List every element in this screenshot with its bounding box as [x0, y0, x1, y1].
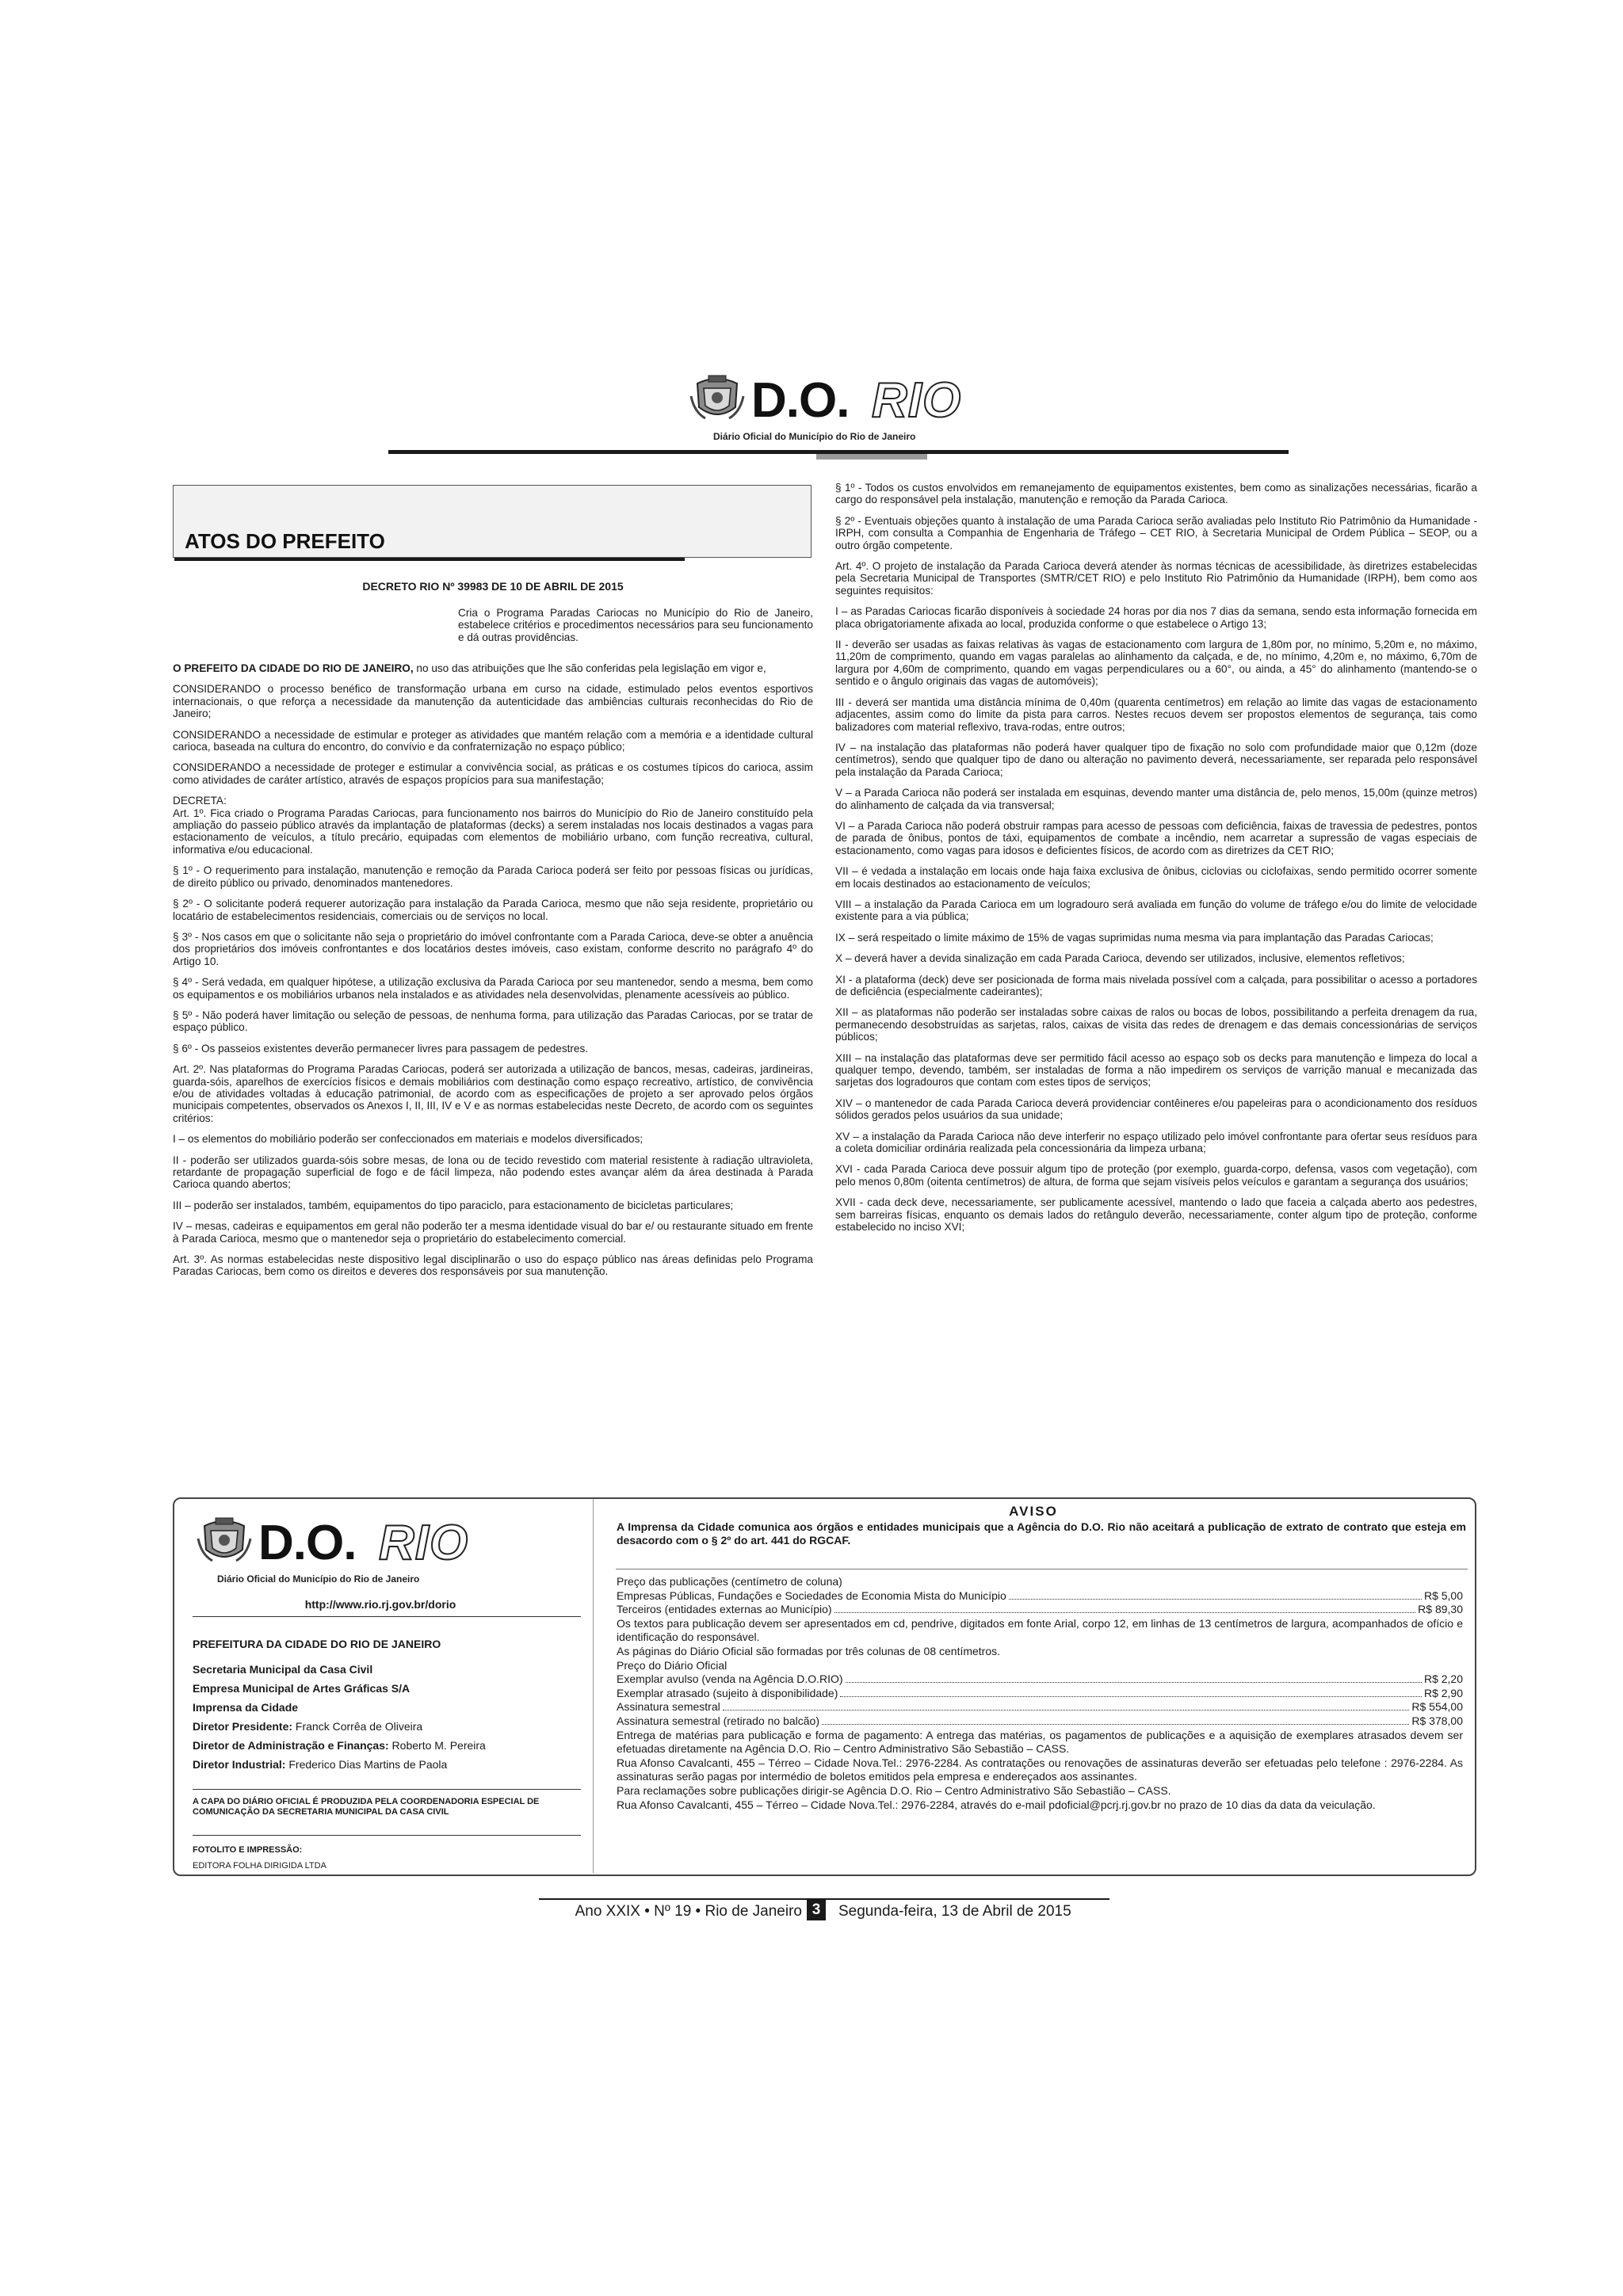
left-column — [173, 662, 813, 1287]
section-title: ATOS DO PREFEITO — [185, 529, 385, 553]
diretor-presidente — [193, 1717, 581, 1736]
page-number: 3 — [807, 1900, 826, 1920]
diretor-administracao-name: Roberto M. Pereira — [388, 1739, 486, 1752]
textos-note: Os textos para publicação devem ser apresentados em cd, pendrive, digitados em fonte Arial, corpo 12, em linhas de 13 centímetros de largura, acompanhados de ofício e identificação do responsável. — [617, 1616, 1463, 1644]
coat-of-arms-icon — [197, 1515, 252, 1567]
left-paragraph: III – poderão ser instalados, também, equipamentos do tipo paraciclo, para estacionamento de bicicletas particulares; — [173, 1199, 734, 1211]
prefeitura-name: PREFEITURA DA CIDADE DO RIO DE JANEIRO — [193, 1638, 441, 1650]
fotolito-name: EDITORA FOLHA DIRIGIDA LTDA — [193, 1861, 327, 1871]
leader-dots — [840, 1696, 1422, 1697]
left-paragraph: IV – mesas, cadeiras e equipamentos em geral não poderão ter a mesma identidade visual do bar e/ ou restaurante situado em frente à Parada Carioca, mesmo que o mantenedor seja o proprietário do estabelecimento comercial. — [173, 1220, 813, 1245]
footer-edition: Ano XXIX • Nº 19 • Rio de Janeiro — [575, 1903, 802, 1920]
price-value: R$ 2,90 — [1423, 1686, 1463, 1699]
price-value: R$ 378,00 — [1411, 1714, 1463, 1727]
right-paragraph: VI – a Parada Carioca não poderá obstruir rampas para acesso de pessoas com deficiência, faixas de travessia de pedestres, pontos de parada de ônibus, pontos de táxi, equipamentos de combate a incêndio, nem acarretar a supressão de vagas especiais de estacionamento, como vagas para idosos e deficientes físicos, de acordo com as diretrizes da CET RIO; — [835, 819, 1477, 856]
price-label: Exemplar atrasado (sujeito à disponibilidade) — [617, 1686, 838, 1699]
leader-dots — [846, 1682, 1422, 1683]
right-paragraph: § 1º - Todos os custos envolvidos em remanejamento de equipamentos existentes, bem como as sinalizações necessárias, ficarão a cargo do responsável pela instalação, manutenção e remoção da Parada Carioca. — [835, 482, 1477, 506]
paginas-note: As páginas do Diário Oficial são formadas por três colunas de 08 centímetros. — [617, 1644, 1001, 1657]
diretor-industrial — [193, 1755, 581, 1774]
address-note: Rua Afonso Cavalcanti, 455 – Térreo – Cidade Nova.Tel.: 2976-2284. As contratações ou renovações de assinaturas deverão ser efetuadas pelo telefone : 2976-2284. As assinaturas serão pagas por intermédio de boletos emitidos pela empresa e endereçados aos assinantes. — [617, 1756, 1463, 1783]
diretor-presidente-name: Franck Corrêa de Oliveira — [292, 1720, 423, 1733]
info-rule — [193, 1616, 581, 1617]
page-footer — [539, 1900, 1109, 1924]
left-paragraph: Art. 2º. Nas plataformas do Programa Paradas Cariocas, poderá ser autorizada a utilização de bancos, mesas, cadeiras, jardineiras, guarda-sóis, aparelhos de exercícios físicos e demais mobiliários com destinação como espaço recreativo, artístico, de convivência e/ou de atividades voltadas à educação patrimonial, de acordo com as especificações de projeto a ser aprovado pelos órgãos municipais competentes, observados os Anexos I, II, III, IV e V e as normas estabelecidas neste Decreto, de acordo com os seguintes critérios: — [173, 1063, 813, 1124]
left-paragraph: § 2º - O solicitante poderá requerer autorização para instalação da Parada Carioca, mesmo que não seja residente, proprietário ou locatário de estabelecimentos residenciais, comerciais ou de serviços no local. — [173, 898, 813, 922]
coat-of-arms-icon — [689, 372, 745, 425]
decree-ementa: Cria o Programa Paradas Cariocas no Município do Rio de Janeiro, estabelece critérios e procedimentos necessários para seu funcionamento e dá outras providências. — [458, 607, 813, 643]
empresa-name: Empresa Municipal de Artes Gráficas S/A — [193, 1682, 411, 1695]
left-paragraph: CONSIDERANDO a necessidade de proteger e estimular a convivência social, as práticas e os costumes típicos do carioca, assim como atividades de caráter artístico, através de espaços propícios para sua manifestação; — [173, 761, 813, 786]
right-paragraph: XII – as plataformas não poderão ser instaladas sobre caixas de ralos ou bocas de lobos, possibilitando a perfeita drenagem da rua, permanecendo desobstruídas as sarjetas, ralos, caixas de visita das redes de drenagem e das demais concessionárias de serviços públicos; — [835, 1006, 1477, 1043]
price-value: R$ 2,20 — [1423, 1672, 1463, 1686]
right-paragraph: V – a Parada Carioca não poderá ser instalada em esquinas, devendo manter uma distância de, pelo menos, 15,00m (quinze metros) do alinhamento de calçada da via transversal; — [835, 787, 1477, 811]
section-underline — [174, 558, 685, 561]
box-brand-do: D.O. — [258, 1516, 357, 1570]
right-paragraph: III - deverá ser mantida uma distância mínima de 0,40m (quarenta centímetros) em relação ao limite das vagas de estacionamento adjacentes, assim como do limite da pista para carros. Nestes recuos devem ser propostos elementos de segurança, tais como balizadores com material reflexivo, trava-rodas, entre outros; — [835, 696, 1477, 733]
leader-dots — [822, 1724, 1409, 1725]
preco-do-title: Preço do Diário Oficial — [617, 1658, 727, 1672]
left-paragraph: CONSIDERANDO a necessidade de estimular e proteger as atividades que mantém relação com a memória e a identidade cultural carioca, baseada na cultura do encontro, do convívio e da confraternização no espaço público; — [173, 728, 813, 753]
right-paragraph: Art. 4º. O projeto de instalação da Parada Carioca deverá atender às normas técnicas de acessibilidade, às diretrizes estabelecidas pela Secretaria Municipal de Transportes (SMTR/CET RIO) e pelo Instituto Rio Patrimônio da Humanidade (IRPH), bem como aos seguintes requisitos: — [835, 560, 1477, 597]
box-masthead-subtitle: Diário Oficial do Município do Rio de Janeiro — [217, 1573, 420, 1585]
right-paragraph: VII – é vedada a instalação em locais onde haja faixa exclusiva de ônibus, ciclovias ou ciclofaixas, sendo permitido ocorrer somente em locais destinados ao estacionamento de veículos; — [835, 865, 1477, 890]
right-paragraph: XI - a plataforma (deck) deve ser posicionada de forma mais nivelada possível com a calçada, para possibilitar o acesso a portadores de deficiência (especialmente cadeirantes); — [835, 973, 1477, 997]
price-line — [617, 1603, 1463, 1617]
secretaria-name: Secretaria Municipal da Casa Civil — [193, 1663, 373, 1676]
price-value: R$ 89,30 — [1418, 1603, 1463, 1616]
right-paragraph: XIII – na instalação das plataformas deve ser permitido fácil acesso ao espaço sob os decks para manutenção e limpeza do local a qualquer tempo, devendo, também, ser instaladas de forma a não impedirem os serviços de varrição manual e mecanizada das sarjetas dos logradouros que contam com estes tipos de serviços; — [835, 1051, 1477, 1089]
footer-date: Segunda-feira, 13 de Abril de 2015 — [838, 1903, 1071, 1920]
left-paragraph: § 3º - Nos casos em que o solicitante não seja o proprietário do imóvel confrontante com a Parada Carioca, deve-se obter a anuência dos proprietários dos imóveis confrontantes e dos locatários destes imóveis, caso existam, conforme descrito no parágrafo 4º do Artigo 10. — [173, 930, 813, 967]
price-line — [617, 1714, 1463, 1729]
info-box-divider — [593, 1499, 594, 1873]
intro-bold: O PREFEITO DA CIDADE DO RIO DE JANEIRO, — [173, 662, 414, 674]
diretor-industrial-label: Diretor Industrial: — [193, 1758, 286, 1771]
masthead — [689, 364, 975, 452]
left-paragraph: § 6º - Os passeios existentes deverão permanecer livres para passagem de pedestres. — [173, 1042, 589, 1055]
left-paragraph: CONSIDERANDO o processo benéfico de transformação urbana em curso na cidade, estimulado pelos eventos esportivos internacionais, o que reforça a necessidade da manutenção da autenticidade das ambiências culturais reconhecidas do Rio de Janeiro; — [173, 683, 813, 720]
price-label: Empresas Públicas, Fundações e Sociedades de Economia Mista do Município — [617, 1589, 1006, 1602]
leader-dots — [834, 1612, 1416, 1613]
price-value: R$ 5,00 — [1423, 1589, 1463, 1602]
aviso-title: AVISO — [1009, 1504, 1058, 1519]
left-paragraph: § 1º - O requerimento para instalação, manutenção e remoção da Parada Carioca poderá ser feito por pessoas físicas ou jurídicas, de direito público ou privado, denominados mantenedores. — [173, 864, 813, 889]
diretor-presidente-label: Diretor Presidente: — [193, 1720, 293, 1733]
price-label: Assinatura semestral (retirado no balcão) — [617, 1714, 820, 1727]
price-line — [617, 1589, 1463, 1604]
left-paragraph: DECRETA: Art. 1º. Fica criado o Programa Paradas Cariocas, para funcionamento nos bairros do Município do Rio de Janeiro constituído pela ampliação do passeio público através da implantação de plataformas (decks) a serem instaladas nos locais destinados a vagas para estacionamento de veículos, a título precário, equipadas com elementos de mobiliário urbano, com função recreativa, cultural, informativa e/ou educacional. — [173, 795, 813, 856]
left-paragraph: Art. 3º. As normas estabelecidas neste dispositivo legal disciplinarão o uso do espaço público nas áreas definidas pelo Programa Paradas Cariocas, bem como os direitos e deveres dos responsáveis por sua manutenção. — [173, 1253, 813, 1278]
decree-title: DECRETO RIO Nº 39983 DE 10 DE ABRIL DE 2015 — [362, 580, 624, 593]
price-line — [617, 1672, 1463, 1687]
box-masthead — [197, 1508, 482, 1596]
aviso-prices — [617, 1575, 1463, 1812]
preco-publicacoes-title: Preço das publicações (centímetro de coluna) — [617, 1575, 842, 1588]
publisher-info — [193, 1634, 581, 1774]
left-paragraph: I – os elementos do mobiliário poderão ser confeccionados em materiais e modelos diversificados; — [173, 1133, 643, 1146]
diretor-industrial-name: Frederico Dias Martins de Paola — [285, 1758, 448, 1771]
right-paragraph: § 2º - Eventuais objeções quanto à instalação de uma Parada Carioca serão avaliadas pelo Instituto Rio Patrimônio da Humanidade - IRPH, com consulta a Companhia de Engenharia de Tráfego – CET RIO, à Secretaria Municipal de Ordem Pública – SEOP, ou a outro órgão competente. — [835, 514, 1477, 551]
brand-do: D.O. — [751, 373, 850, 428]
capa-note: A CAPA DO DIÁRIO OFICIAL É PRODUZIDA PELA COORDENADORIA ESPECIAL DE COMUNICAÇÃO DA SECRETARIA MUNICIPAL DA CASA CIVIL — [193, 1797, 540, 1817]
right-paragraph: I – as Paradas Cariocas ficarão disponíveis à sociedade 24 horas por dia nos 7 dias da semana, sendo esta informação fornecida em placa obrigatoriamente afixada ao local, produzida conforme o que estabelece o Artigo 13; — [835, 605, 1477, 630]
address-email-note: Rua Afonso Cavalcanti, 455 – Térreo – Cidade Nova.Tel.: 2976-2284, através do e-mail pdoficial@pcrj.rj.gov.br no prazo de 10 dias da data da veiculação. — [617, 1798, 1376, 1811]
left-paragraph: § 4º - Será vedada, em qualquer hipótese, a utilização exclusiva da Parada Carioca por seu mantenedor, sendo a mesma, bem como os equipamentos e os mobiliários urbanos nela instalados e as atividades nela desenvolvidas, plenamente acessíveis ao público. — [173, 976, 813, 1001]
info-rule — [193, 1789, 581, 1790]
diretor-administracao-label: Diretor de Administração e Finanças: — [193, 1739, 389, 1752]
info-rule — [193, 1835, 581, 1836]
price-value: R$ 554,00 — [1411, 1700, 1463, 1714]
left-paragraph: II - poderão ser utilizados guarda-sóis sobre mesas, de lona ou de tecido revestido com material resistente à radiação ultravioleta, retardante de propagação superficial de fogo e de fácil limpeza, não podendo estes avançar além da área destinada à Parada Carioca quando abertos; — [173, 1154, 813, 1191]
box-brand-rio: RIO — [379, 1516, 469, 1570]
brand-rio: RIO — [872, 373, 962, 428]
price-label: Assinatura semestral — [617, 1700, 720, 1714]
right-paragraph: XIV – o mantenedor de cada Parada Carioca deverá providenciar contêineres e/ou papeleiras para o acondicionamento dos resíduos sólidos gerados pelos usuários da sua unidade; — [835, 1097, 1477, 1122]
right-paragraph: II - deverão ser usadas as faixas relativas às vagas de estacionamento com largura de 1,80m por, no mínimo, 5,20m e, no máximo, 11,20m de comprimento, quando em vagas paralelas ao alinhamento da calçada, e de, no mínimo, 4,20m e, no máximo, 6,70m de largura por 4,60m de comprimento, quando em vagas perpendiculares ou a 60°, ou ainda, a 45° do alinhamento (mantendo-se o sentido e o ângulo originais das vagas de automóveis); — [835, 639, 1477, 688]
entrega-note: Entrega de matérias para publicação e forma de pagamento: A entrega das matérias, os pagamentos de publicações e a aquisição de exemplares atrasados devem ser efetuadas diretamente na Agência D.O. Rio – Centro Administrativo São Sebastião – CASS. — [617, 1728, 1463, 1756]
price-label: Terceiros (entidades externas ao Município) — [617, 1603, 832, 1616]
website-link[interactable]: http://www.rio.rj.gov.br/dorio — [304, 1598, 456, 1611]
right-column — [835, 482, 1477, 1242]
left-paragraph: § 5º - Não poderá haver limitação ou seleção de pessoas, de nenhuma forma, para utilização das Paradas Cariocas, por se tratar de espaço público. — [173, 1009, 813, 1034]
price-line — [617, 1687, 1463, 1701]
decree-intro — [173, 662, 813, 674]
price-line — [617, 1700, 1463, 1714]
right-paragraph: XVII - cada deck deve, necessariamente, ser publicamente acessível, mantendo o lado que faceia a calçada aberto aos pedestres, sem barreiras físicas, enquanto os demais lados do retângulo deverão, necessariamente, conter algum tipo de proteção, conforme estabelecido no inciso XVI; — [835, 1196, 1477, 1234]
imprensa-name: Imprensa da Cidade — [193, 1701, 299, 1714]
right-paragraph: VIII – a instalação da Parada Carioca em um logradouro será avaliada em função do volume de tráfego e/ou do limite de velocidade existente para a via pública; — [835, 898, 1477, 923]
right-paragraph: XV – a instalação da Parada Carioca não deve interferir no espaço utilizado pelo imóvel confrontante para ofertar seus resíduos para a coleta domiciliar ordinária realizada pela concessionária da limpeza urbana; — [835, 1130, 1477, 1155]
reclamacoes-note: Para reclamações sobre publicações dirigir-se Agência D.O. Rio – Centro Administrativo São Sebastião – CASS. — [617, 1783, 1171, 1797]
leader-dots — [723, 1710, 1410, 1711]
right-paragraph: X – deverá haver a devida sinalização em cada Parada Carioca, devendo ser utilizados, inclusive, elementos refletivos; — [835, 952, 1405, 965]
fotolito-label: FOTOLITO E IMPRESSÃO: — [193, 1845, 303, 1855]
header-rule-accent — [816, 454, 927, 460]
section-header-box — [173, 485, 812, 558]
right-paragraph: IX – será respeitado o limite máximo de 15% de vagas suprimidas numa mesma via para implantação das Paradas Cariocas; — [835, 931, 1434, 944]
aviso-text: A Imprensa da Cidade comunica aos órgãos e entidades municipais que a Agência do D.O. Rio não aceitará a publicação de extrato de contrato que esteja em desacordo com o § 2º do art. 441 do RGCAF. — [617, 1520, 1466, 1547]
diretor-administracao — [193, 1736, 581, 1755]
intro-rest: no uso das atribuições que lhe são conferidas pela legislação em vigor e, — [413, 662, 766, 674]
right-paragraph: IV – na instalação das plataformas não poderá haver qualquer tipo de fixação no solo com profundidade maior que 0,12m (doze centímetros), sendo que qualquer tipo de dano ou alteração no pavimento deverá, necessariamente, ser reparada pelo responsável pela instalação da Parada Carioca; — [835, 741, 1477, 778]
right-paragraph: XVI - cada Parada Carioca deve possuir algum tipo de proteção (por exemplo, guarda-corpo, defensa, vasos com vegetação), com pelo menos 0,80m (oitenta centímetros) de altura, de forma que sejam visíveis pelos veículos e garantam a segurança dos usuários; — [835, 1163, 1477, 1188]
masthead-subtitle: Diário Oficial do Município do Rio de Janeiro — [713, 431, 916, 442]
leader-dots — [1009, 1599, 1422, 1600]
fotolito — [193, 1842, 581, 1874]
price-label: Exemplar avulso (venda na Agência D.O.RIO) — [617, 1672, 843, 1686]
